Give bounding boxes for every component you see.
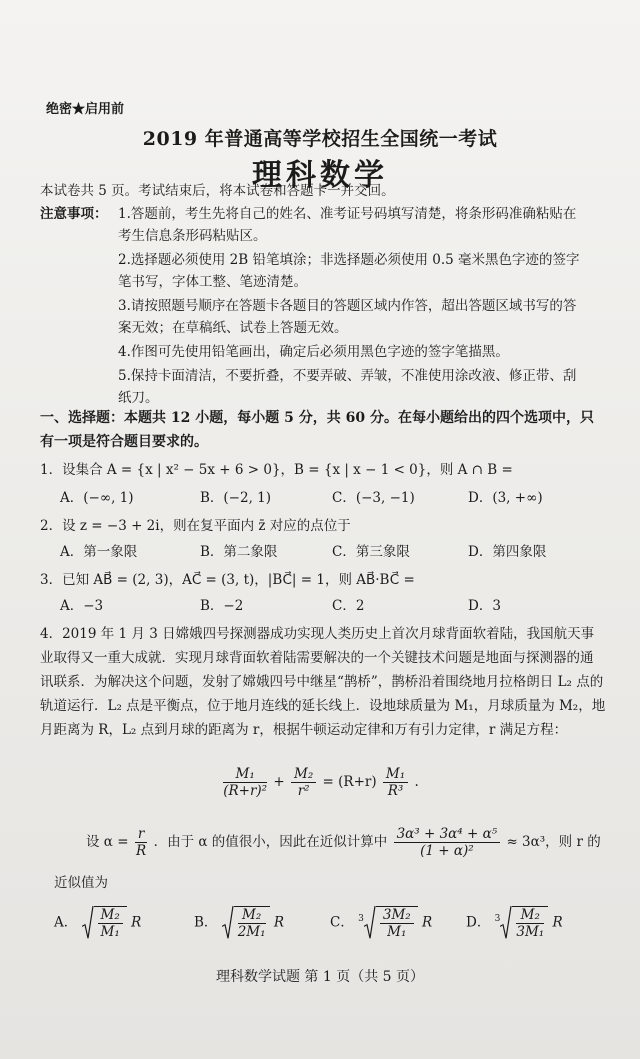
- numerator: M₂: [98, 907, 123, 924]
- notes-label: 注意事项：: [40, 206, 108, 222]
- option-tail: R: [273, 914, 285, 931]
- denominator: (1 + α)²: [420, 843, 474, 859]
- fraction: [291, 766, 316, 799]
- fraction: [380, 907, 414, 940]
- note-item: 1.答题前，考生先将自己的姓名、准考证号码填写清楚，将条形码准确粘贴在考生信息条形码粘贴区。: [118, 206, 577, 244]
- denominator: R³: [387, 783, 404, 799]
- q2-option-a: A．第一象限: [60, 544, 138, 560]
- exam-title: 2019 年普通高等学校招生全国统一考试: [142, 128, 498, 150]
- radical-sign-icon: [500, 906, 512, 940]
- denominator: 2M₁: [237, 924, 266, 940]
- numerator: M₁: [383, 766, 408, 783]
- q4-option-b: [194, 906, 284, 940]
- question-3-stem: 3．已知 AB⃗ = (2, 3)，AC⃗ = (3, t)，|BC⃗| = 1，则 AB⃗·BC⃗ =: [40, 572, 415, 588]
- radical-sign-icon: [364, 906, 376, 940]
- option-letter: A．: [54, 914, 78, 931]
- q3-option-c: C．2: [332, 598, 365, 614]
- page-footer: 理科数学试题 第 1 页（共 5 页）: [215, 969, 425, 985]
- q1-option-b: B．(−2, 1): [200, 490, 272, 506]
- equation-end: .: [414, 774, 419, 790]
- notes-list: [118, 203, 588, 411]
- numerator: 3α³ + 3α⁴ + α⁵: [394, 826, 501, 843]
- question-1-stem: 1．设集合 A = {x | x² − 5x + 6 > 0}，B = {x | x − 1 < 0}，则 A ∩ B =: [40, 462, 513, 478]
- approx-suffix: ≈ 3α³，则 r 的: [506, 834, 601, 850]
- fraction: [98, 907, 123, 940]
- option-tail: R: [131, 914, 142, 931]
- option-tail: R: [552, 914, 563, 931]
- note-item: 3.请按照题号顺序在答题卡各题目的答题区域内作答，超出答题区域书写的答案无效；在草稿纸、试卷上答题无效。: [118, 298, 577, 336]
- q2-option-d: D．第四象限: [468, 544, 547, 560]
- intro-line: 本试卷共 5 页。考试结束后，将本试卷和答题卡一并交回。: [40, 183, 395, 199]
- q2-option-b: B．第二象限: [200, 544, 278, 560]
- note-item: 5.保持卡面清洁，不要折叠，不要弄破、弄皱，不准使用涂改液、修正带、刮纸刀。: [118, 368, 577, 406]
- numerator: M₂: [516, 907, 544, 924]
- fraction: [135, 826, 147, 859]
- radical-sign-icon: [222, 906, 234, 940]
- section-heading: 一、选择题：本题共 12 小题，每小题 5 分，共 60 分。在每小题给出的四个选项中，只有一项是符合题目要求的。: [40, 410, 594, 450]
- numerator: M₁: [223, 766, 267, 783]
- fraction: [238, 907, 266, 940]
- root-index: 3: [494, 914, 501, 924]
- option-tail: R: [422, 914, 433, 931]
- option-letter: B．: [194, 914, 218, 931]
- numerator: M₂: [238, 907, 266, 924]
- sqrt-expression: [222, 906, 270, 940]
- denominator: 3M₁: [516, 924, 545, 940]
- q4-option-a: [54, 906, 141, 940]
- q3-option-b: B．−2: [200, 598, 244, 614]
- fraction: [516, 907, 544, 940]
- equation: [0, 766, 640, 799]
- approximation-line-2: 近似值为: [54, 875, 108, 891]
- confidential-mark: 绝密★启用前: [46, 102, 125, 117]
- numerator: 3M₂: [380, 907, 414, 924]
- equals-part: = (R+r): [322, 774, 377, 790]
- plus-sign: +: [273, 774, 285, 790]
- numerator: M₂: [291, 766, 316, 783]
- denominator: M₁: [100, 924, 120, 940]
- sqrt-expression: [500, 906, 548, 940]
- fraction: [383, 766, 408, 799]
- q4-option-c: [330, 906, 432, 940]
- q1-option-a: A．(−∞, 1): [60, 490, 134, 506]
- numerator: r: [135, 826, 147, 843]
- q3-option-d: D．3: [468, 598, 501, 614]
- denominator: M₁: [387, 924, 407, 940]
- denominator: (R+r)²: [223, 783, 268, 799]
- question-4-stem: 4．2019 年 1 月 3 日嫦娥四号探测器成功实现人类历史上首次月球背面软着陆，我国航天事业取得又一重大成就．实现月球背面软着陆需要解决的一个关键技术问题是地面与探测器的通讯联系．为解决这个问题，发射了嫦娥四号中继星“鹊桥”，鹊桥沿着围绕地月拉格朗日 L₂ 点的轨道运行．L₂ 点是平衡点，位于地月连线的延长线上．设地球质量为 M₁，月球质量为 M₂，地月距离为 R，L₂ 点到月球的距离为 r，根据牛顿运动定律和万有引力定律，r 满足方程：: [40, 626, 606, 738]
- denominator: r²: [297, 783, 310, 799]
- approximation-line: [86, 826, 601, 859]
- option-letter: C．: [330, 914, 354, 931]
- radical-sign-icon: [82, 906, 94, 940]
- fraction: [223, 766, 267, 799]
- option-letter: D．: [466, 914, 491, 931]
- fraction: [394, 826, 501, 859]
- approx-prefix: 设 α =: [86, 834, 129, 850]
- root-index: 3: [358, 914, 364, 924]
- q3-option-a: A．−3: [60, 598, 104, 614]
- note-item: 2.选择题必须使用 2B 铅笔填涂；非选择题必须使用 0.5 毫米黑色字迹的签字笔书写，字体工整、笔迹清楚。: [118, 252, 580, 290]
- sqrt-expression: [82, 906, 127, 940]
- sqrt-expression: [364, 906, 418, 940]
- q4-option-d: [466, 906, 563, 940]
- q1-option-c: C．(−3, −1): [332, 490, 415, 506]
- note-item: 4.作图可先使用铅笔画出，确定后必须用黑色字迹的签字笔描黑。: [118, 344, 509, 360]
- q1-option-d: D．(3, +∞): [468, 490, 543, 506]
- q2-option-c: C．第三象限: [332, 544, 410, 560]
- question-2-stem: 2．设 z = −3 + 2i，则在复平面内 z̄ 对应的点位于: [40, 518, 351, 534]
- subject-title: 理科数学: [252, 158, 388, 193]
- approx-mid: ．由于 α 的值很小，因此在近似计算中: [153, 834, 388, 850]
- denominator: R: [135, 843, 147, 859]
